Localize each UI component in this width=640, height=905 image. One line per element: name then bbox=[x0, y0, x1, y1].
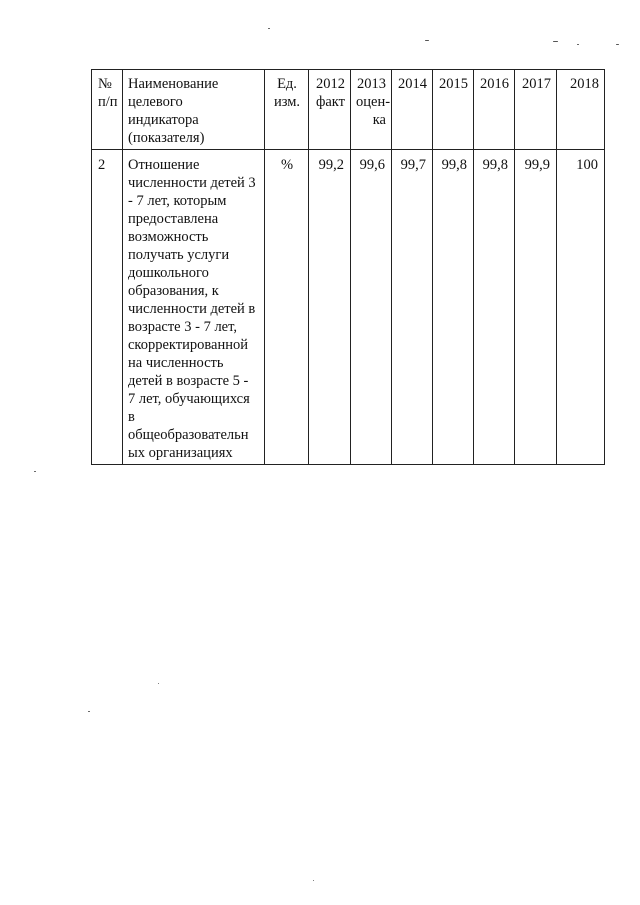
header-year-2017: 2017 bbox=[515, 70, 557, 150]
table-row bbox=[92, 150, 605, 465]
value-2017: 99,9 bbox=[515, 150, 557, 465]
header-unit: Ед. изм. bbox=[265, 70, 309, 150]
indicator-table bbox=[91, 69, 605, 465]
header-num: № п/п bbox=[92, 70, 123, 150]
header-name: Наименование целевого индикатора (показателя) bbox=[123, 70, 265, 150]
value-2014: 99,7 bbox=[392, 150, 433, 465]
header-year-2018: 2018 bbox=[557, 70, 605, 150]
header-year-2013: 2013 оцен- ка bbox=[351, 70, 392, 150]
header-year-2012: 2012 факт bbox=[309, 70, 351, 150]
unit-cell: % bbox=[265, 150, 309, 465]
value-2012: 99,2 bbox=[309, 150, 351, 465]
indicator-name: Отношение численности детей 3 - 7 лет, которым предоставлена возможность получать услуги дошкольного образования, к численности детей в возрасте 3 - 7 лет, скорректированной на численность детей в возрасте 5 - 7 лет, обучающихся в общеобразовательн ых организациях bbox=[123, 150, 265, 465]
value-2013: 99,6 bbox=[351, 150, 392, 465]
header-row bbox=[92, 70, 605, 150]
value-2016: 99,8 bbox=[474, 150, 515, 465]
value-2015: 99,8 bbox=[433, 150, 474, 465]
header-year-2016: 2016 bbox=[474, 70, 515, 150]
header-year-2014: 2014 bbox=[392, 70, 433, 150]
value-2018: 100 bbox=[557, 150, 605, 465]
row-num: 2 bbox=[92, 150, 123, 465]
header-year-2015: 2015 bbox=[433, 70, 474, 150]
